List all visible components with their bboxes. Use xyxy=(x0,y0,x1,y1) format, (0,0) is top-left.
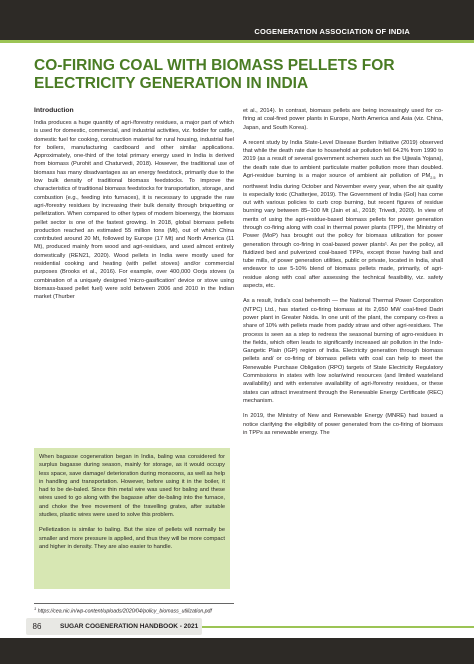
intro-paragraph: India produces a huge quantity of agri-/forestry residues, a major part of which is used for domestic, commercial, and industrial activities, viz. fodder for cattle, domestic fuel for cooking, construction material for rural housing, industrial fuel for boilers, manufacturing cardboard and other similar applications. Approximately, one-third of the total primary energy used in India is derived from biomass (Purohit and Chaturvedi, 2018). However, the traditional use of biomass has many disadvantages as an energy feedstock, primarily due to the low bulk density of traditional biomass feedstocks. To improve the characteristics of traditional biomass feedstocks for transportation, storage, and combustion (e.g., feeding into furnaces), it is necessary to upgrade the raw agri-/forestry residues by increasing their bulk density through briquetting or pelletization. When compared to other types of modern bioenergy, the biomass pellet sector is one of the fastest growing. In 2018, global biomass pellets production reached an estimated 55 million tons (Mt), out of which China contributed around 20 Mt, followed by Europe (17 Mt) and North America (11 Mt), produced mainly from wood and agri-residues, and used almost entirely domestically (REN21, 2020). Wood pellets in India were mostly used for residential cooking and heating (with pellet stoves) and/or commercial purposes (Brooks et al., 2016). For example, over 400,000 Oorja stoves (a combination of a uniquely designed 'micro-gasification' device or stove using biomass-based pellet fuel) were sold between 2006 and 2010 in the Indian market (Thurber xyxy=(34,120,234,301)
footnote-link[interactable]: https://cea.nic.in/wp-content/uploads/2020/04/policy_biomass_utilization.pdf xyxy=(37,608,212,615)
footnote-divider xyxy=(34,603,234,604)
pollution-text-start: A recent study by India State-Level Disease Burden Initiative (2019) observed that while the death rate due to household air pollution fell 64.2% from 1990 to 2019 (as a result of several government schemes such as the Ujjwala Yojana), the death rate due to ambient particulate matter pollution more than doubled. Agri-residue burning is a major source of ambient air pollution of PM xyxy=(243,139,443,180)
page-number: 86 xyxy=(32,622,42,631)
footnote-marker: 1 xyxy=(34,606,37,611)
footnote xyxy=(34,606,212,615)
article-title xyxy=(34,57,434,93)
pm-subscript: 2.5 xyxy=(430,176,436,181)
bagasse-sidebar-box xyxy=(34,448,230,589)
section-heading: Introduction xyxy=(34,107,74,114)
title-line-1: CO-FIRING COAL WITH BIOMASS PELLETS FOR xyxy=(34,57,395,74)
sidebar-paragraph-baling: When bagasse cogeneration began in India, baling was considered for surplus bagasse during season, mainly for storage, as it would occupy less space, save damage/ deterioration during monsoons, as well as help in handling and transportation. However, before using it in the boiler, it had to be de-baled. Since thin metal wire was used for baling and these wires used to go along with the bagasse after de-baling into the furnace, and choke the free movement of the travelling grates, after suitable studies, plastic wires were used to solve this problem. xyxy=(39,454,225,519)
right-column xyxy=(243,107,443,444)
organization-name: COGENERATION ASSOCIATION OF INDIA xyxy=(254,27,410,36)
sidebar-paragraph-pelletization: Pelletization is similar to baling. But the size of pellets will normally be smaller and more pressure is applied, and thus they will be more compact and higher in density. They are also easier to handle. xyxy=(39,527,225,550)
left-column xyxy=(34,106,234,302)
pollution-text-end: in northwest India during October and November every year, when the air quality is especially toxic (Chatterjee, 2019). The Government of India (GoI) has come out with various policies to curb crop burning, but recent figures of residue burning vary between 85–100 Mt (Jain et al., 2018; Trivedi, 2020). In view of merits of using the agri-residue-based biomass pellets for power generation through co-firing along with coal in thermal power plants (TPP), the Ministry of Power (MoP) has brought out the policy for biomass utilization for power generation through co-firing in coal-based power plants¹. As per the policy, all fluidized bed and pulverized coal-based TPPs, except those having ball and tube mills, of power generation utilities, public or private, located in India, shall endeavor to use 5-10% blend of biomass pellets made, primarily, of agri-residue along with coal after assessing the technical feasibility, viz. safety aspects, etc. xyxy=(243,173,444,290)
footer-bar xyxy=(0,638,474,664)
title-line-2: ELECTRICITY GENERATION IN INDIA xyxy=(34,75,309,92)
footer-accent-rule xyxy=(202,626,474,628)
paragraph-air-pollution xyxy=(243,139,443,290)
paragraph-mnre: In 2019, the Ministry of New and Renewable Energy (MNRE) had issued a notice clarifying the eligibility of power generated from the co-firing of biomass in TPPs as renewable energy. The xyxy=(243,413,443,436)
header-bar xyxy=(0,0,474,40)
page-footer xyxy=(0,616,474,664)
paragraph-cofiring-abroad: et al., 2014). In contrast, biomass pellets are being increasingly used for co-firing at coal-fired power plants in Europe, North America and Asia (viz. China, Japan, and South Korea). xyxy=(243,108,443,131)
paragraph-ntpc: As a result, India's coal behemoth — the National Thermal Power Corporation (NTPC) Ltd., has started co-firing biomass at its 2,650 MW coal-fired Dadri power plant in Greater Noida. In one unit of the plant, the company co-fires a share of 10% with pellets made from paddy straw and other agri-residues. The process is seen as a step to redress the seasonal burning of agro-residues in the fields, which often leads to significantly increased air pollution in the Indo-Gangetic Plain (IGP) region of India. Electricity generation through biomass pellets and/ or co-firing of biomass pellets with coal can help to meet the Renewable Purchase Obligation (RPO) targets of State Electricity Regulatory Commissions in states with low solar/wind resources (and limited wasteland availability) and with extensive availability of agri-/forestry residues, or these states can attract investment through the Renewable Energy Certificate (REC) mechanism. xyxy=(243,298,443,404)
handbook-title: SUGAR COGENERATION HANDBOOK - 2021 xyxy=(60,623,199,630)
header-accent-rule xyxy=(0,40,474,43)
